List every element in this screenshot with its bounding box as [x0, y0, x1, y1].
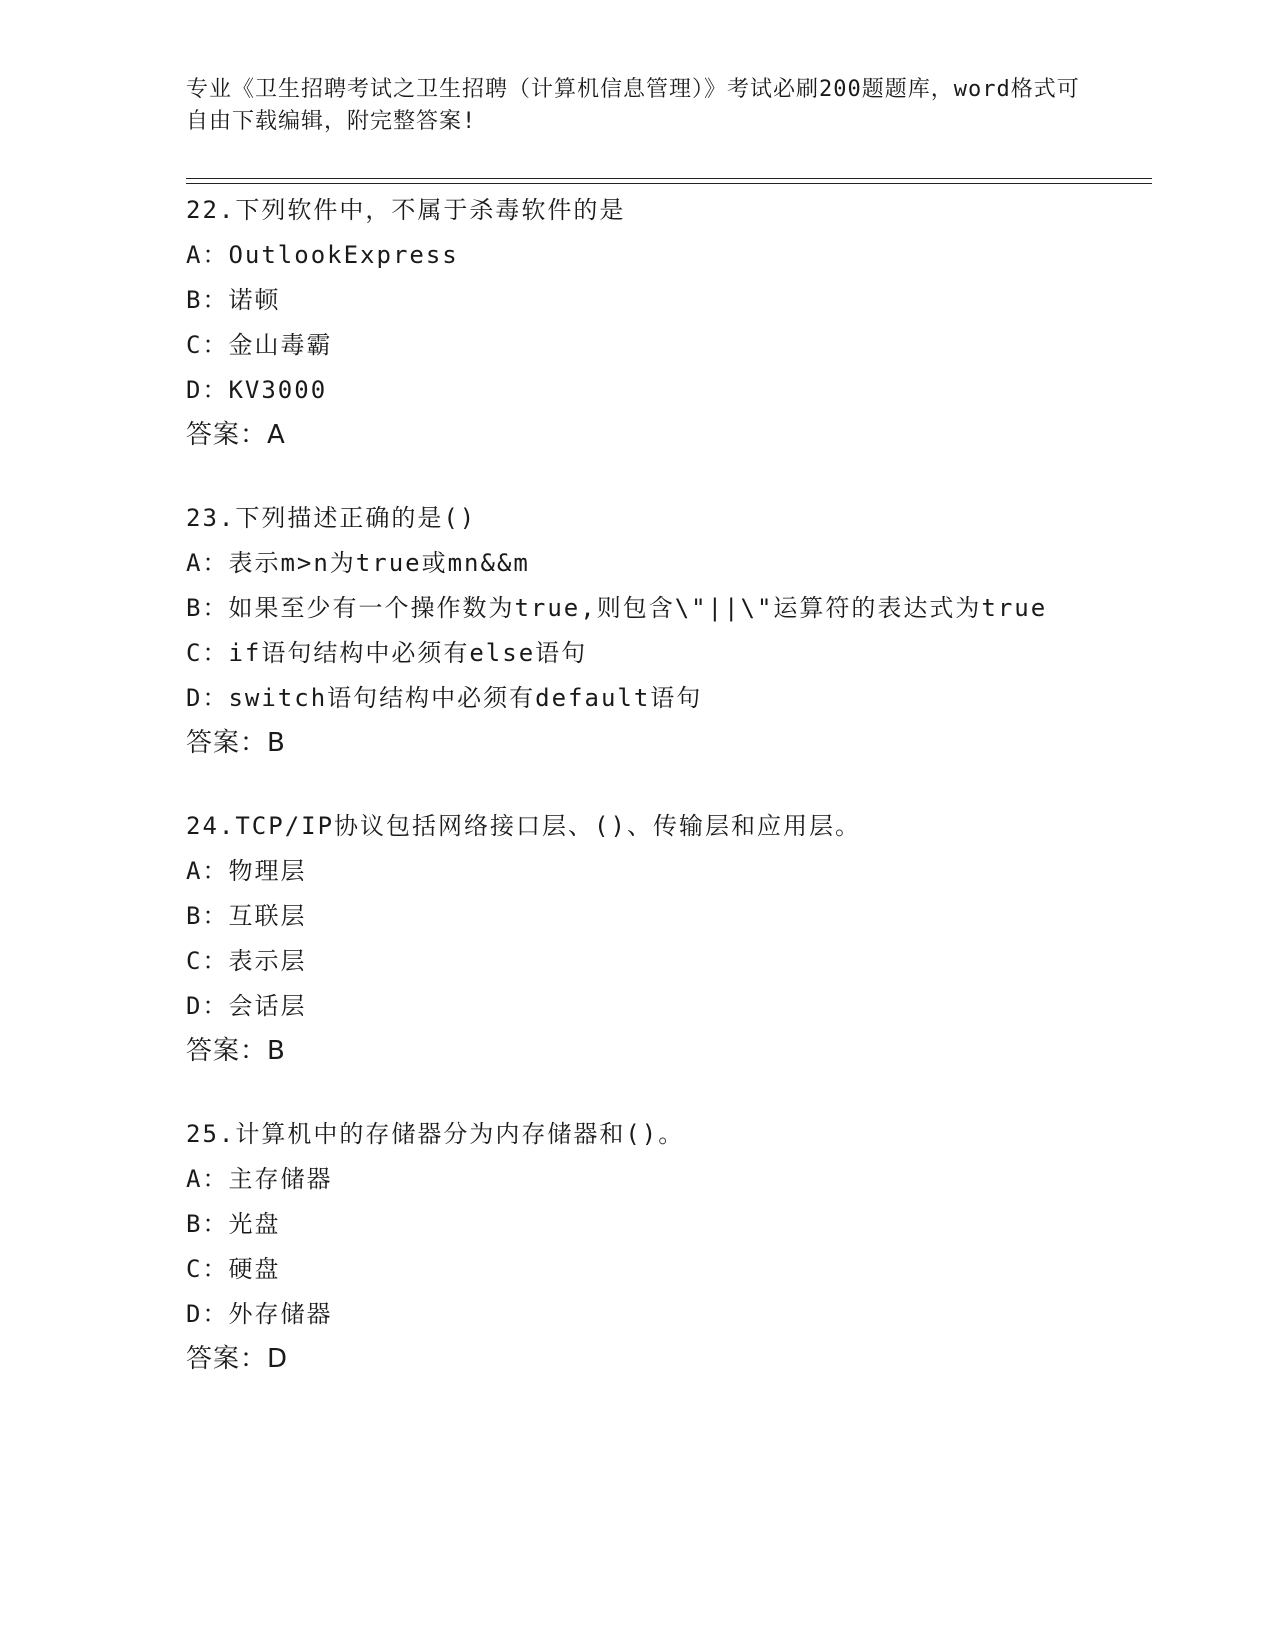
option-b: B：诺顿: [186, 286, 281, 314]
option-c: C：if语句结构中必须有else语句: [186, 639, 588, 667]
answer-label: 答案：B: [186, 1036, 286, 1066]
question-list: [186, 188, 1086, 1420]
answer-label: 答案：D: [186, 1344, 289, 1374]
option-b: B：如果至少有一个操作数为true,则包含\"||\"运算符的表达式为true: [186, 594, 1048, 622]
option-c: C：表示层: [186, 947, 307, 975]
question-24: [186, 804, 1086, 1074]
question-22: [186, 188, 1086, 458]
option-d: D：外存储器: [186, 1300, 333, 1328]
question-23: [186, 496, 1086, 766]
option-c: C：硬盘: [186, 1255, 281, 1283]
option-a: A：表示m>n为true或mn&&m: [186, 549, 530, 577]
option-d: D：switch语句结构中必须有default语句: [186, 684, 703, 712]
question-25: [186, 1112, 1086, 1382]
question-stem: 23.下列描述正确的是(): [186, 504, 477, 532]
option-d: D：会话层: [186, 992, 307, 1020]
answer-label: 答案：A: [186, 420, 286, 450]
header-rule-top: [186, 178, 1152, 179]
question-stem: 24.TCP/IP协议包括网络接口层、()、传输层和应用层。: [186, 812, 861, 840]
header-rule-bottom: [186, 183, 1152, 184]
option-a: A：物理层: [186, 857, 307, 885]
option-a: A：主存储器: [186, 1165, 333, 1193]
document-header: 专业《卫生招聘考试之卫生招聘（计算机信息管理）》考试必刷200题题库，word格式可自由下载编辑，附完整答案!: [186, 77, 1080, 134]
option-b: B：光盘: [186, 1210, 281, 1238]
answer-label: 答案：B: [186, 728, 286, 758]
question-stem: 22.下列软件中，不属于杀毒软件的是: [186, 196, 626, 224]
option-d: D：KV3000: [186, 376, 328, 404]
question-stem: 25.计算机中的存储器分为内存储器和()。: [186, 1120, 685, 1148]
option-c: C：金山毒霸: [186, 331, 333, 359]
option-b: B：互联层: [186, 902, 307, 930]
option-a: A：OutlookExpress: [186, 241, 459, 269]
